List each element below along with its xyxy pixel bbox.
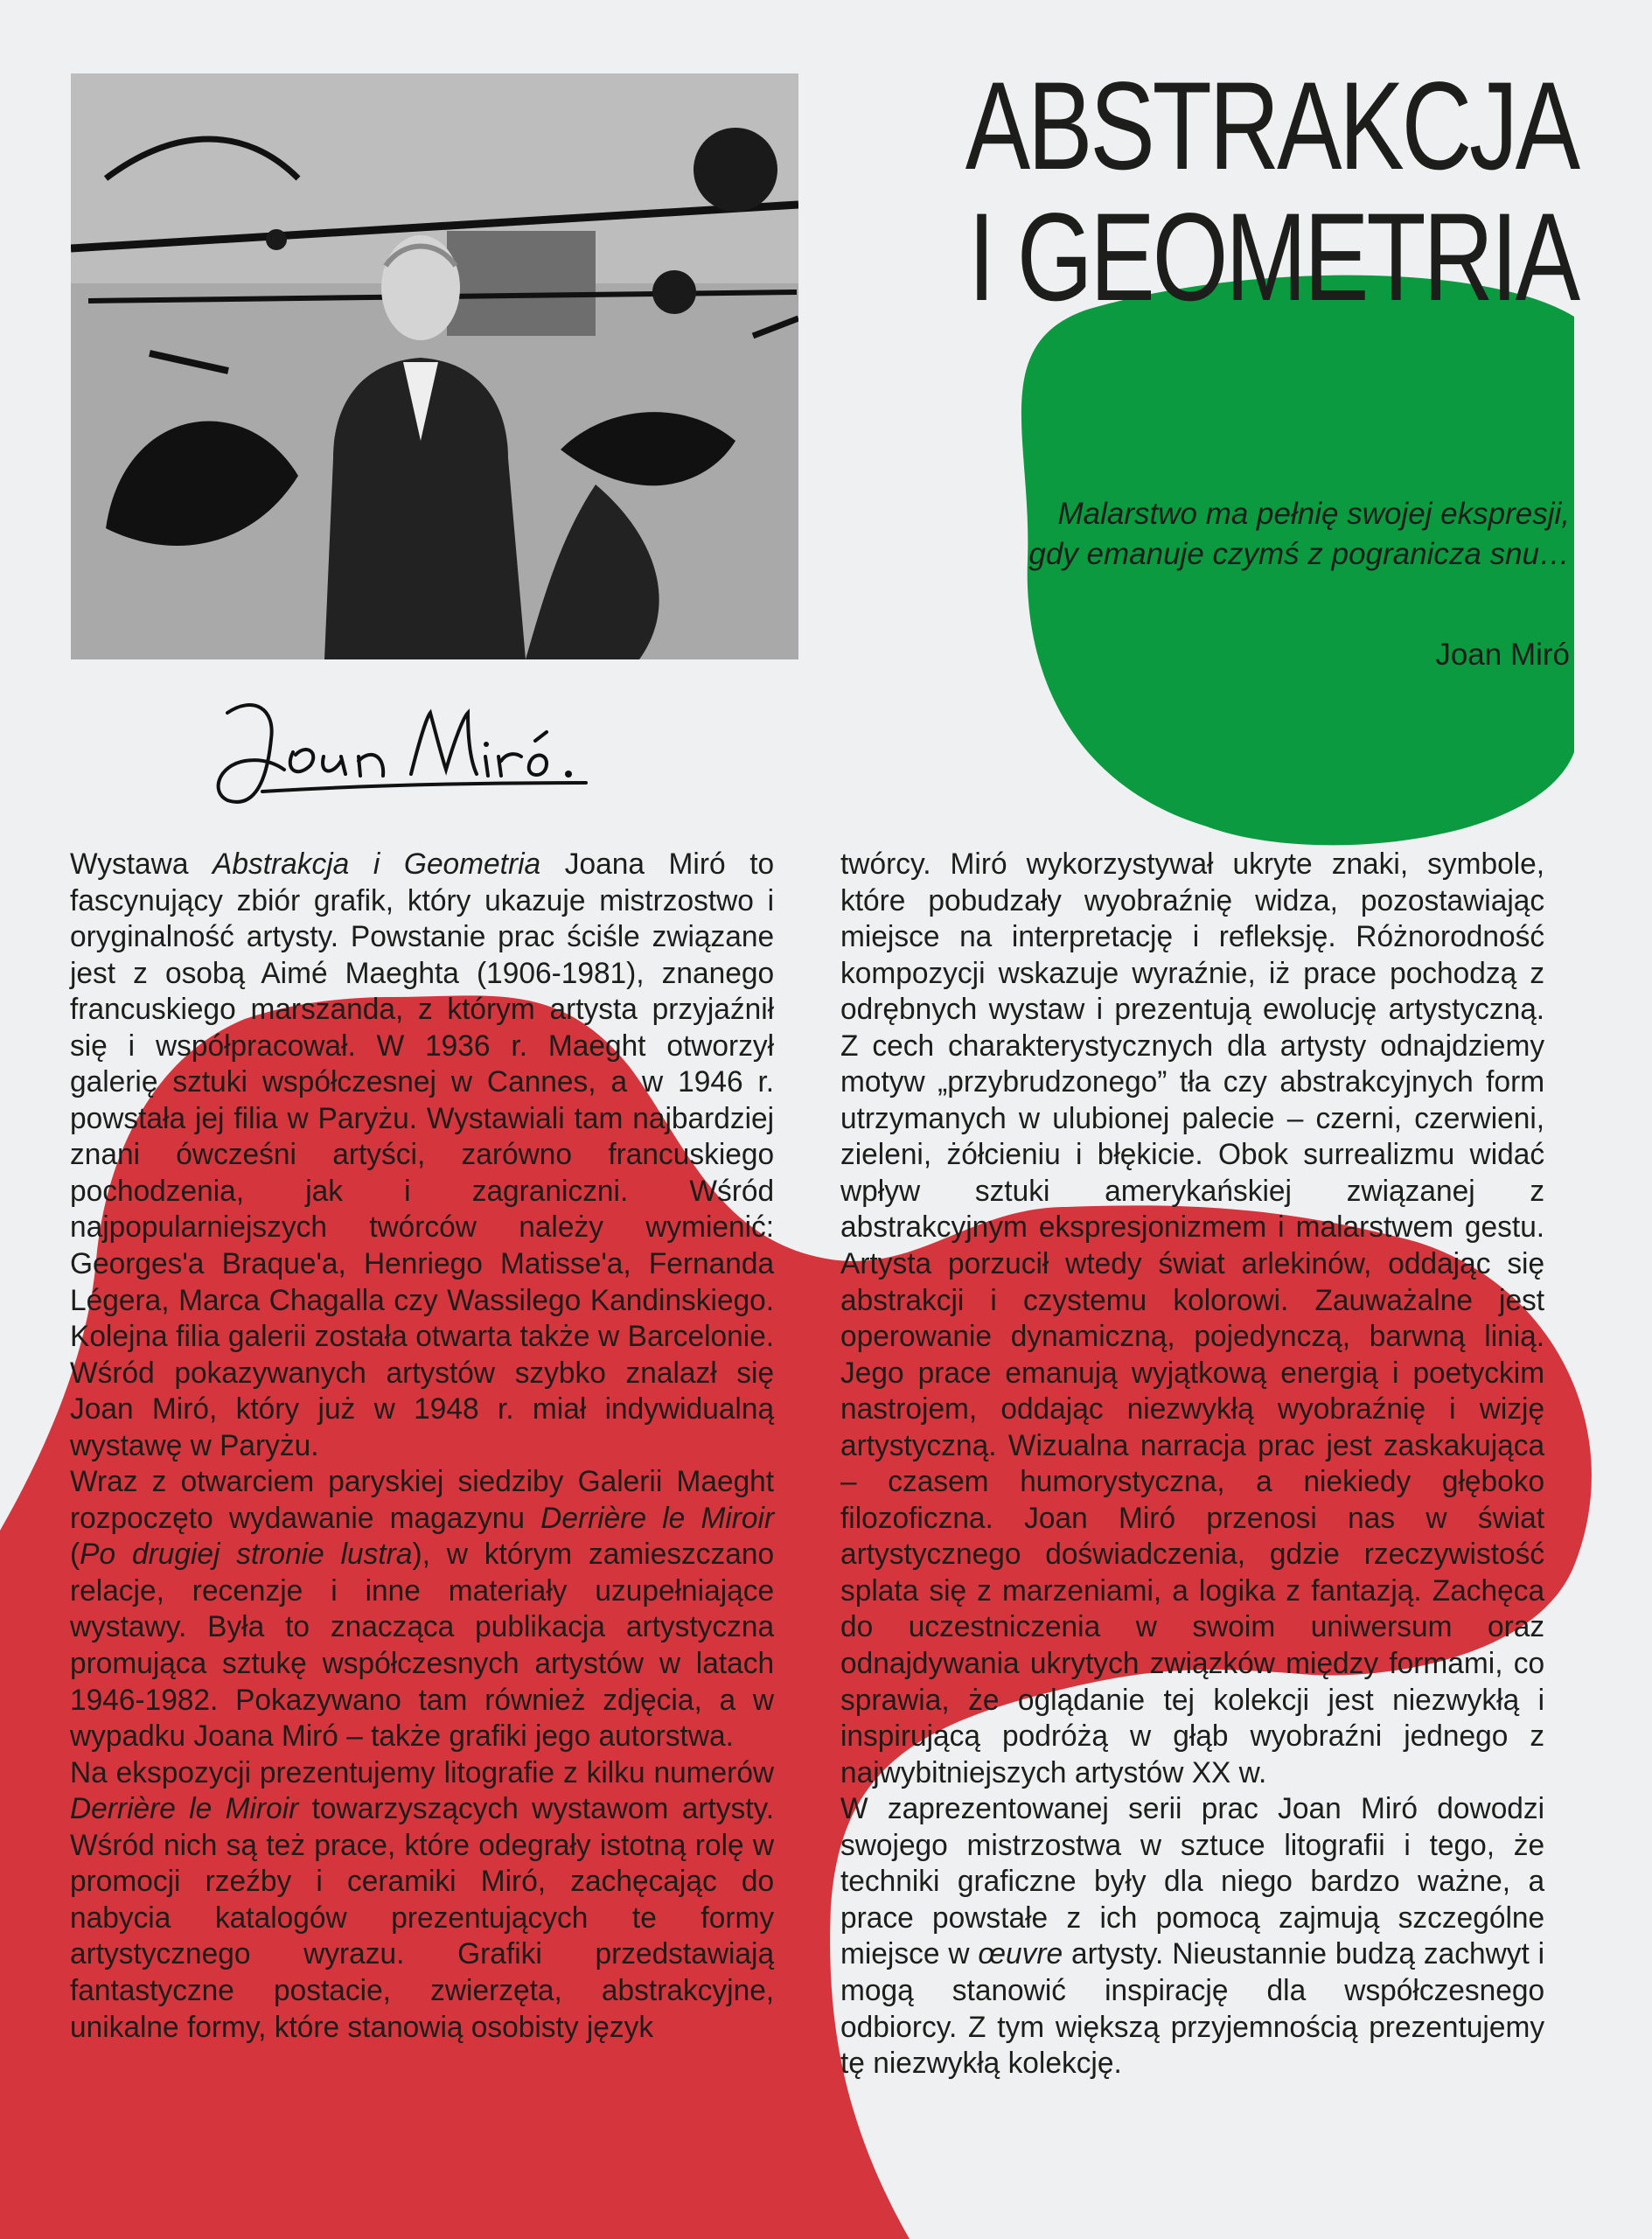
paragraph: twórcy. Miró wykorzystywał ukryte znaki, symbole, które pobudzały wyobraźnię widza, pozostawiając miejsce na interpretację i refleksję. Różnorodność kompozycji wskazuje wyraźnie, iż prace pochodzą z odrębnych wystaw i prezentują ewolucję artystyczną. Z cech charakterystycznych dla artysty odnajdziemy motyw „przybrudzonego” tła czy abstrakcyjnych form utrzymanych w ulubionej palecie – czerni, czerwieni, zieleni, żółcieniu i błękicie. Obok surrealizmu widać wpływ sztuki amerykańskiej związanej z abstrakcyjnym ekspresjonizmem i malarstwem gestu. Artysta porzucił wtedy świat arlekinów, oddając się abstrakcji i czystemu kolorowi. Zauważalne jest operowanie dynamiczną, pojedynczą, barwną linią. Jego prace emanują wyjątkową energią i poetyckim nastrojem, oddając niezwykłą wyobraźnię i wizję artystyczną. Wizualna narracja prac jest zaskakująca – czasem humorystyczna, a niekiedy głęboko filozoficzna. Joan Miró przenosi nas w świat artystycznego doświadczenia, gdzie rzeczywistość splata się z marzeniami, a logika z fantazją. Zachęca do uczestniczenia w swoim uniwersum oraz odnajdywania ukrytych związków między formami, co sprawia, że oglądanie tej kolekcji jest niezwykłą i inspirującą podróżą w głąb wyobraźni jednego z najwybitniejszych artystów XX w. (840, 847, 1545, 1789)
quote-line-2: gdy emanuje czymś z pogranicza snu… (1028, 537, 1570, 571)
title-line-1: ABSTRAKCJA (965, 57, 1578, 196)
text-run: ( (70, 1538, 80, 1572)
magazine-title: Derrière le Miroir (70, 1792, 299, 1826)
artist-signature (201, 687, 638, 818)
text-run: W zaprezentowanej serii prac Joan Miró dowodzi swojego mistrzostwa w sztuce litografii i tego, że techniki graficzne były dla niego bardzo ważne, a prace powstałe z ich pomocą zajmują szczególne miejsce w (840, 1792, 1545, 1971)
text-run: towarzyszących wystawom artysty. Wśród nich są też prace, które odegrały istotną rolę w promocji rzeźby i ceramiki Miró, zachęcając do nabycia katalogów prezentujących te formy artystycznego wyrazu. Grafiki przedstawiają fantastyczne postacie, zwierzęta, abstrakcyjne, unikalne formy, które stanowią osobisty język (70, 1792, 775, 2044)
magazine-title-translation: Po drugiej stronie lustra (80, 1538, 413, 1572)
text-run: ), w którym zamieszczano relacje, recenzje i inne materiały uzupełniające wystawy. Była to znacząca publikacja artystyczna promująca sztukę współczesnych artystów w latach 1946-1982. Pokazywano tam również zdjęcia, a w wypadku Joana Miró – także grafiki jego autorstwa. (70, 1538, 775, 1754)
text-run: Wystawa (70, 847, 213, 881)
quote-author: Joan Miró (1435, 638, 1570, 672)
paragraph (70, 1464, 774, 1754)
text-run: Na ekspozycji prezentujemy litografie z kilku numerów (70, 1755, 775, 1789)
text-run: Wraz z otwarciem paryskiej siedziby Galerii Maeght rozpoczęto wydawanie magazynu (70, 1465, 775, 1535)
magazine-title: Derrière le Miroir (540, 1501, 775, 1535)
artist-photo (71, 73, 798, 659)
quote (783, 494, 1570, 575)
exhibition-title: Abstrakcja i Geometria (213, 847, 541, 881)
right-text-column (840, 847, 1544, 2082)
page-title (964, 57, 1578, 327)
left-text-column (70, 847, 774, 2046)
title-line-2: I GEOMETRIA (968, 188, 1578, 327)
text-run: Joana Miró to fascynujący zbiór grafik, który ukazuje mistrzostwo i oryginalność artysty. Powstanie prac ściśle związane jest z osobą Aimé Maeghta (1906-1981), znanego francuskiego marszanda, z którym artysta przyjaźnił się i współpracował. W 1936 r. Maeght otworzył galerię sztuki współczesnej w Cannes, a w 1946 r. powstała jej filia w Paryżu. Wystawiali tam najbardziej znani ówcześni artyści, zarówno francuskiego pochodzenia, jak i zagraniczni. Wśród najpopularniejszych twórców należy wymienić: Georges'a Braque'a, Henriego Matisse'a, Fernanda Légera, Marca Chagalla czy Wassilego Kandinskiego. Kolejna filia galerii została otwarta także w Barcelonie. Wśród pokazywanych artystów szybko znalazł się Joan Miró, który już w 1948 r. miał indywidualną wystawę w Paryżu. (70, 847, 775, 1462)
paragraph (840, 1791, 1544, 2082)
text-run: artysty. Nieustannie budzą zachwyt i mogą stanowić inspirację dla współczesnego odbiorcy. Z tym większą przyjemnością prezentujemy tę niezwykłą kolekcję. (840, 1937, 1545, 2081)
paragraph (70, 847, 774, 1464)
oeuvre-term: œuvre (978, 1937, 1063, 1971)
quote-line-1: Malarstwo ma pełnię swojej ekspresji, (1057, 497, 1570, 531)
paragraph (70, 1755, 774, 2046)
